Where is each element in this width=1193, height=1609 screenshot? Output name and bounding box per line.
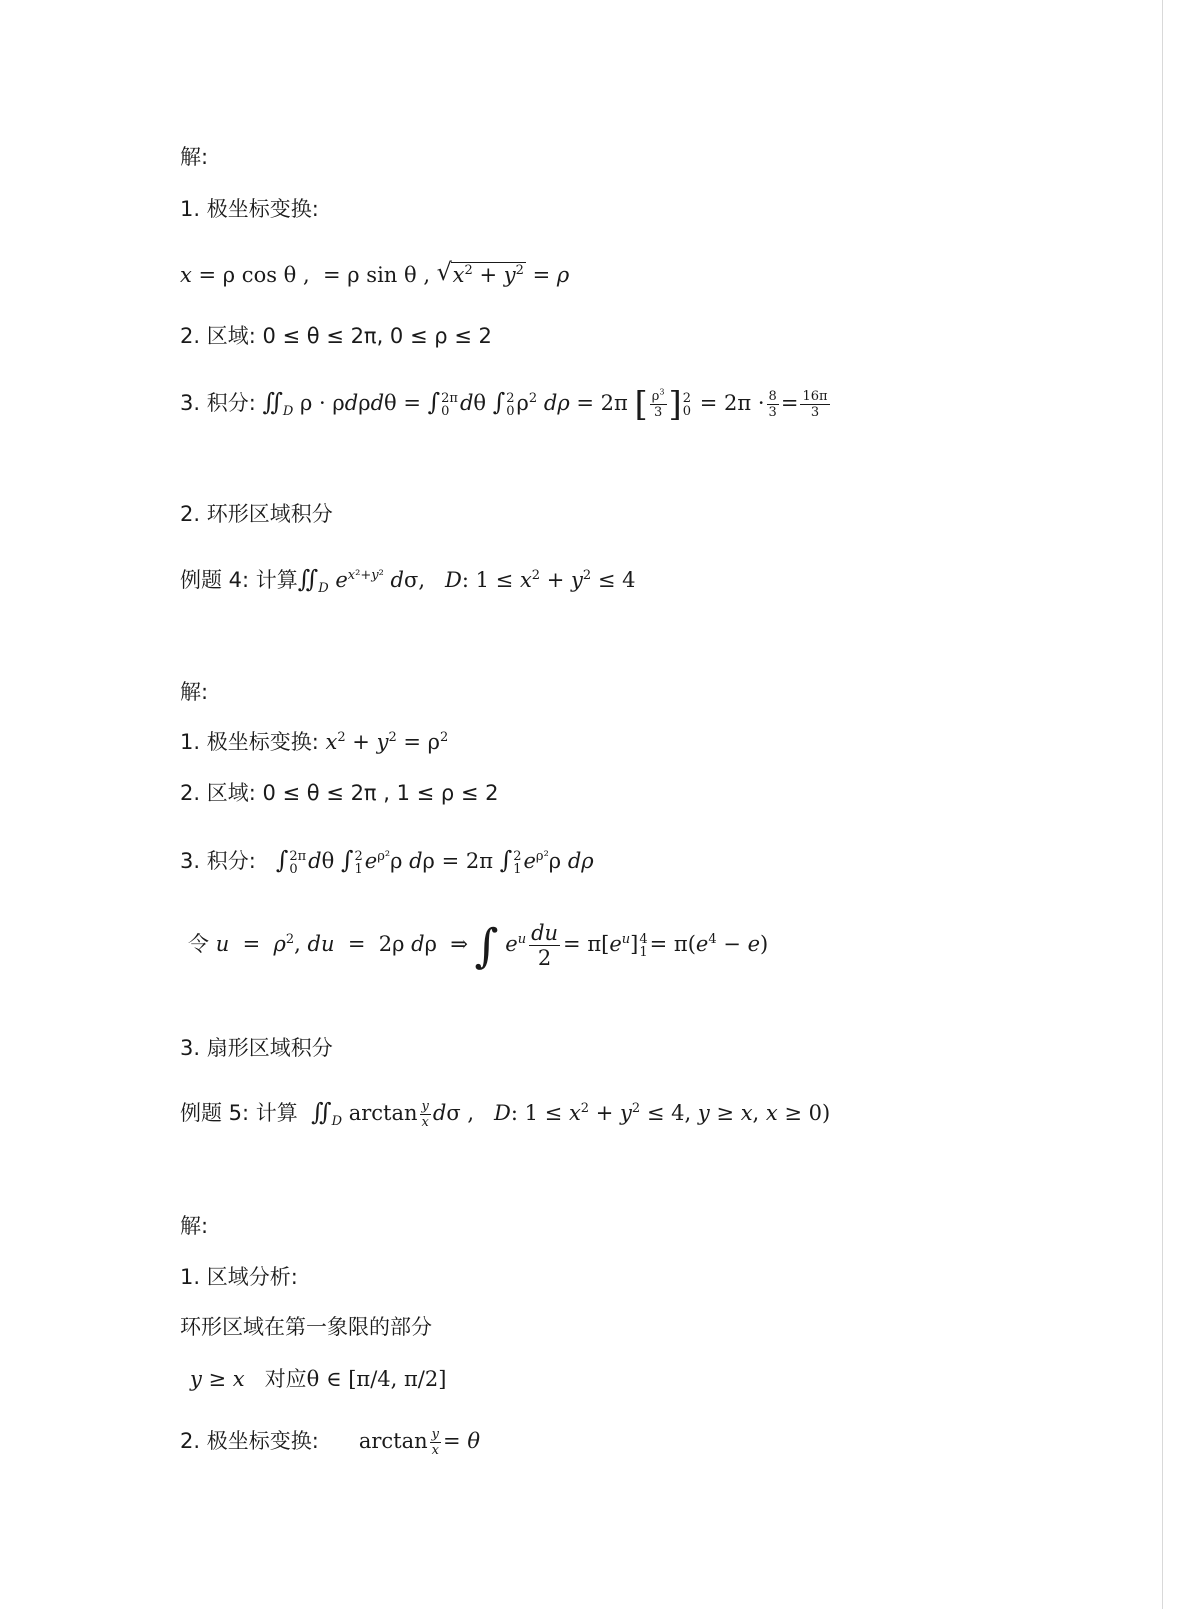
example-4-formula: $∬_D$ $e^{x^2+y^2}$ dσ, D: $1 \le x^2 + y^2 \le 4$ bbox=[297, 565, 636, 597]
s2-step-3 bbox=[180, 846, 594, 876]
step-3-label: 3. 积分: bbox=[180, 391, 256, 415]
s2-step-3-label: 3. 积分: bbox=[180, 849, 256, 873]
section-2-heading: 2. 环形区域积分 bbox=[180, 502, 333, 526]
substitution-formula: $u = \rho^2$, du = 2ρ dρ ⇒ ∫ $e^u$ $\frac{du}{2}$ = $\pi[e^u]$ 4 1 = $\pi(e^4 - e)$ bbox=[215, 918, 769, 973]
step-1-polar-transform: 1. 极坐标变换: bbox=[180, 197, 319, 221]
section-3-heading: 3. 扇形区域积分 bbox=[180, 1036, 333, 1060]
substitution-label: 令 bbox=[188, 932, 209, 956]
solution-label-2: 解: bbox=[180, 680, 209, 704]
example-5-formula: $∬_D$ arctan $\frac{y}{x}$ dσ , D: $1 \le x^2 + y^2 \le 4$, y ≥ x, x ≥ 0) bbox=[311, 1098, 831, 1130]
s3-step-2-label: 2. 极坐标变换: bbox=[180, 1429, 319, 1453]
polar-transform-formula: x = ρ cos θ , = ρ sin θ , √ $x^2 + y^2 = \rho$ bbox=[180, 258, 570, 287]
step-3-formula: $∬_D$ ρ · ρdρdθ = ∫ 2π 0 dθ ∫ 2 0 $\rho^2$ dρ = 2π [ $\frac{\rho^3}{3}$ ] 2 0 = 2π · $\frac{8}{3}$ = $\frac{16\pi}{3}$ bbox=[262, 384, 828, 425]
s3-step-1: 1. 区域分析: bbox=[180, 1265, 298, 1289]
s3-condition-formula: y ≥ x bbox=[190, 1367, 245, 1391]
solution-label-3: 解: bbox=[180, 1214, 209, 1238]
s3-step-1-text: 环形区域在第一象限的部分 bbox=[180, 1315, 432, 1339]
step-2-region: 2. 区域: 0 ≤ θ ≤ 2π, 0 ≤ ρ ≤ 2 bbox=[180, 324, 492, 348]
s2-step-1 bbox=[180, 728, 448, 756]
step-3-integral bbox=[180, 384, 832, 425]
solution-label-1: 解: bbox=[180, 145, 209, 169]
page-right-edge bbox=[1162, 0, 1193, 1609]
s3-condition bbox=[190, 1365, 446, 1393]
example-4-label: 例题 4: 计算 bbox=[180, 568, 298, 592]
s3-step-2-formula: arctan $\frac{y}{x}$ = θ bbox=[358, 1427, 480, 1458]
s2-step-1-label: 1. 极坐标变换: bbox=[180, 730, 319, 754]
example-4 bbox=[180, 565, 636, 597]
example-5 bbox=[180, 1098, 830, 1129]
s2-step-3-formula: ∫ 2π 0 dθ ∫ 2 1 $e^{\rho^2}\rho$ dρ = 2π ∫ 2 1 $e^{\rho^2}\rho$ dρ bbox=[275, 846, 594, 877]
example-5-label: 例题 5: 计算 bbox=[180, 1101, 298, 1125]
s3-condition-text: 对应θ ∈ [π/4, π/2] bbox=[264, 1367, 447, 1391]
s2-step-1-formula: $x^2 + y^2 = \rho^2$ bbox=[325, 730, 449, 754]
s3-step-2 bbox=[180, 1427, 480, 1457]
s2-substitution bbox=[188, 918, 769, 973]
s2-step-2-region: 2. 区域: 0 ≤ θ ≤ 2π , 1 ≤ ρ ≤ 2 bbox=[180, 781, 499, 805]
